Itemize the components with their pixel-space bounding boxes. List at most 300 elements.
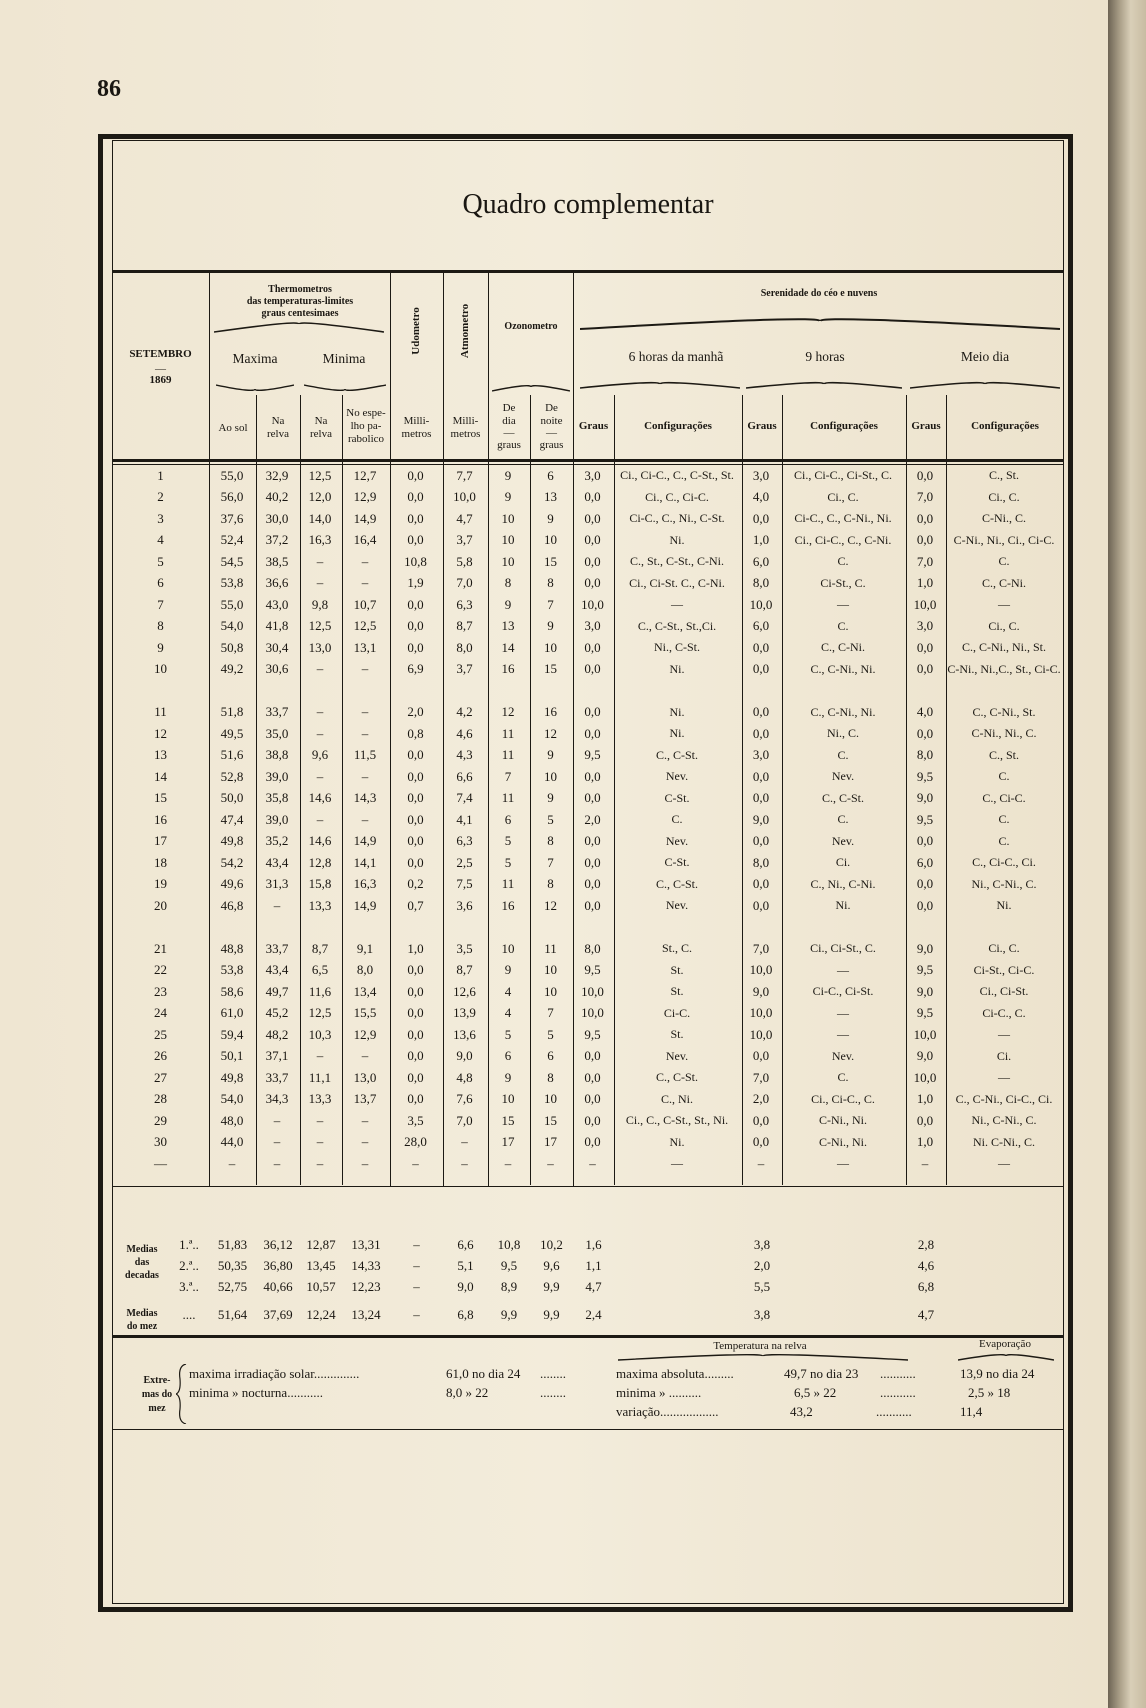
value-cell: 38,8 [265,747,289,763]
value-cell: 1,0 [407,940,424,956]
de-noite-1: De [545,402,558,414]
value-cell: 3,6 [456,897,473,913]
value-cell: 7 [504,768,512,784]
value-cell: 16,3 [308,532,332,548]
value-cell: 0,0 [752,661,770,677]
value-cell: — [671,597,683,612]
value-cell: Ci., C., C-St., St., Ni. [625,1113,729,1128]
ext-l2-b: 8,0 » 22 [446,1385,489,1400]
value-cell: Ci., C. [988,489,1020,504]
value-cell: — [998,1070,1010,1085]
value-cell: 5 [547,1026,554,1042]
ext-l3-c: ........... [876,1404,912,1419]
value-cell: 10 [501,510,515,526]
value-cell: 0,0 [752,790,770,806]
ozono-brace [492,383,570,393]
mean-value: 52,75 [217,1279,248,1294]
value-cell: – [316,575,324,591]
value-cell: 50,1 [220,1048,244,1064]
value-cell: 0,0 [752,510,770,526]
value-cell: 0,0 [584,897,601,913]
value-cell: 10 [544,983,557,999]
table-row [112,594,1063,616]
meio-dia-label: Meio dia [960,349,1010,364]
value-cell: Ni., C. [826,726,859,741]
table-row [112,960,1063,982]
value-cell: 8,0 [584,940,601,956]
value-cell: Nev. [831,833,855,848]
value-cell: – [316,1134,324,1150]
serenidade-brace [580,315,1060,331]
value-cell: 28,0 [404,1134,427,1150]
day-cell: 3 [157,510,164,526]
ext-l1-b: 61,0 no dia 24 [446,1366,521,1381]
de-noite-3: — [546,427,557,439]
mean-value: – [413,1258,420,1273]
mean-label: 3.ª.. [179,1279,199,1294]
value-cell: 0,0 [407,618,424,634]
value-cell: – [316,1155,324,1171]
value-cell: 0,0 [916,725,934,741]
value-cell: 13,3 [308,897,332,913]
value-cell: C. [837,1070,849,1085]
config-label-2: Configurações [810,420,878,432]
value-cell: 4,3 [456,747,473,763]
value-cell [905,680,945,702]
value-cell: 11,5 [353,747,377,763]
value-cell: 3,5 [407,1112,424,1128]
value-cell: 6,5 [311,962,329,978]
value-cell [389,917,442,939]
value-cell: 12,5 [308,1005,332,1021]
value-cell [299,680,341,702]
seis-brace [580,380,740,390]
means-top-rule [112,1186,1064,1187]
value-cell: 55,0 [220,596,244,612]
ext-l2-d: minima » .......... [616,1385,702,1400]
evap-brace [958,1352,1054,1362]
value-cell: 0,0 [584,489,601,505]
value-cell: 31,3 [265,876,289,892]
day-cell: 4 [157,532,164,548]
value-cell: 0,0 [752,897,770,913]
value-cell: 10,0 [913,1069,937,1085]
na-relva-min-2: relva [310,428,332,440]
value-cell: 0,0 [584,1112,601,1128]
day-cell: 16 [154,811,167,827]
value-cell: – [589,1155,596,1171]
value-cell: 10,0 [453,489,476,505]
value-cell: 44,0 [220,1134,244,1150]
value-cell: C. [998,812,1010,827]
value-cell: 1,0 [916,1134,934,1150]
thermo-title-1: Thermometros [268,284,332,295]
value-cell: 13 [544,489,557,505]
value-cell: 10,0 [581,983,604,999]
day-cell: 27 [154,1069,167,1085]
value-cell: 5,8 [456,553,473,569]
mean-value: 6,8 [917,1279,935,1294]
value-cell: 6 [504,811,512,827]
value-cell: C. [837,554,849,569]
value-cell: 0,0 [752,1048,770,1064]
value-cell: C., Ci-C. [982,790,1026,805]
value-cell: 52,4 [220,532,244,548]
value-cell: St., C. [661,941,692,956]
value-cell: 9,0 [916,983,934,999]
table-row [112,1132,1063,1154]
value-cell: 47,4 [220,811,244,827]
value-cell: – [361,575,369,591]
value-cell: — [837,1005,849,1020]
day-cell: 1 [157,467,164,483]
medias-decadas-2: das [134,1257,150,1268]
mean-value: 4,7 [585,1279,602,1294]
day-cell: 25 [154,1026,167,1042]
value-cell: 34,3 [265,1091,289,1107]
extremes-bottom-rule [112,1429,1064,1430]
value-cell: 10,0 [581,596,604,612]
value-cell: 0,0 [584,854,601,870]
day-cell: 9 [157,639,164,655]
day-cell: 20 [154,897,167,913]
value-cell: 49,2 [220,661,244,677]
data-table [112,465,1063,1175]
na-relva-min-1: Na [314,415,328,427]
value-cell: 0,0 [584,1091,601,1107]
value-cell: 7,0 [916,489,934,505]
value-cell: 10 [501,553,515,569]
mean-value: – [413,1307,420,1322]
ext-l1-e: 49,7 no dia 23 [784,1366,859,1381]
value-cell: Nev. [665,898,689,913]
value-cell: 15 [501,1112,515,1128]
temp-relva-brace [618,1352,908,1362]
value-cell [209,917,255,939]
ext-l1-d: maxima absoluta......... [616,1366,734,1381]
medias-decadas-3: decadas [125,1270,159,1281]
day-cell: 7 [157,596,164,612]
value-cell: – [921,1155,929,1171]
value-cell: 14,6 [308,833,332,849]
table-row [112,1153,1063,1175]
value-cell: 0,0 [407,1091,424,1107]
value-cell: 12,7 [353,467,377,483]
value-cell: 4,8 [456,1069,473,1085]
value-cell: 48,2 [265,1026,289,1042]
medias-decadas-1: Medias [126,1244,158,1255]
value-cell: 4,1 [456,811,473,827]
value-cell: 0,0 [584,876,601,892]
value-cell: 3,7 [456,661,473,677]
serenidade-label: Serenidade do céo e nuvens [760,288,878,299]
mean-value: 2,8 [917,1237,935,1252]
day-cell: 17 [154,833,167,849]
mean-value: 9,9 [543,1279,560,1294]
value-cell: 9,8 [311,596,329,612]
value-cell: 8,0 [752,854,770,870]
value-cell: 37,2 [265,532,289,548]
means-bottom-rule [112,1335,1064,1338]
value-cell: 0,0 [407,811,424,827]
value-cell: 10,0 [749,596,773,612]
value-cell: 8,0 [356,962,374,978]
value-cell: 11 [501,747,515,763]
table-row [112,809,1063,831]
value-cell: 49,5 [220,725,244,741]
espelho-1: No espe- [346,407,386,419]
value-cell: 14,3 [353,790,377,806]
table-row [112,465,1063,487]
value-cell: – [316,553,324,569]
value-cell: 8,7 [456,618,473,634]
mean-value: 51,83 [217,1237,248,1252]
value-cell: Ni. [996,898,1012,913]
page-number: 86 [97,76,121,102]
value-cell: 4,2 [456,704,473,720]
value-cell [389,680,442,702]
value-cell: 0,0 [916,661,934,677]
value-cell: 3,0 [752,467,770,483]
value-cell: 0,0 [407,596,424,612]
value-cell: 15 [544,1112,557,1128]
value-cell: C., C-Ni. [820,640,865,655]
value-cell: 10,8 [404,553,427,569]
value-cell: 16,3 [353,876,377,892]
value-cell: 59,4 [220,1026,244,1042]
value-cell: 9,1 [356,940,374,956]
value-cell: 3,0 [916,618,934,634]
value-cell: Nev. [665,769,689,784]
seis-horas-label: 6 horas da manhã [628,349,724,364]
mean-value: – [413,1237,420,1252]
value-cell: 49,8 [220,1069,244,1085]
value-cell: Ci., C. [827,489,859,504]
value-cell [781,680,905,702]
month-label: SETEMBRO [129,348,192,360]
value-cell: 3,5 [456,940,473,956]
value-cell: 10 [501,532,515,548]
value-cell: 12,5 [308,467,332,483]
value-cell: 14,9 [353,897,377,913]
value-cell: C-St. [664,790,690,805]
value-cell: 12,5 [353,618,377,634]
value-cell: 13,3 [308,1091,332,1107]
mean-value: 13,45 [306,1258,336,1273]
value-cell: 12,0 [308,489,332,505]
day-cell: 5 [157,553,164,569]
udometro-label: Udometro [410,307,422,355]
value-cell: 9 [504,1069,512,1085]
value-cell: 0,7 [407,897,424,913]
month-dash: — [155,363,166,375]
value-cell: 0,0 [407,833,424,849]
day-cell: 10 [154,661,167,677]
value-cell: 6 [547,467,554,483]
value-cell [487,917,529,939]
value-cell: 10,0 [749,962,773,978]
de-dia-1: De [502,402,516,414]
nove-brace [746,380,902,390]
value-cell: 0,0 [407,854,424,870]
value-cell [341,917,389,939]
value-cell: 6,3 [456,833,473,849]
value-cell: 3,7 [456,532,473,548]
value-cell [487,680,529,702]
value-cell: 6,0 [752,618,770,634]
day-cell: 21 [154,940,167,956]
value-cell: – [361,553,369,569]
value-cell: 0,0 [916,897,934,913]
ext-l3-a: variação.................. [616,1404,719,1419]
medias-mez-1: Medias [126,1308,158,1319]
value-cell: 10,7 [353,596,377,612]
value-cell: 0,2 [407,876,424,892]
value-cell: 43,4 [265,962,289,978]
value-cell: 10 [544,962,557,978]
mean-value: 3,8 [753,1307,771,1322]
value-cell: – [412,1155,419,1171]
day-cell: 8 [157,618,164,634]
mean-value: 5,5 [753,1279,771,1294]
table-row [112,1067,1063,1089]
value-cell: Ci., Ci-C., C. [811,1091,875,1106]
value-cell: 7 [547,596,554,612]
value-cell: St. [670,962,684,977]
value-cell: 0,0 [752,876,770,892]
value-cell: 13,1 [353,639,377,655]
mean-label: 2.ª.. [179,1258,199,1273]
value-cell: C. [837,812,849,827]
value-cell: 12,8 [308,854,332,870]
value-cell: 46,8 [220,897,244,913]
value-cell [781,917,905,939]
value-cell [613,917,741,939]
extremes-brace [176,1364,188,1424]
value-cell: 43,0 [265,596,289,612]
mean-value: 51,64 [217,1307,248,1322]
value-cell: 9,5 [584,962,601,978]
value-cell: 12,9 [353,489,377,505]
value-cell: Ci-C., Ci-St. [812,984,874,999]
value-cell: 0,0 [584,532,601,548]
value-cell: C., C-Ni., Ni. [810,704,876,719]
value-cell: 9,0 [752,983,770,999]
value-cell: 9,5 [584,1026,601,1042]
value-cell: Nev. [665,1048,689,1063]
value-cell: 5 [504,854,512,870]
table-row [112,874,1063,896]
value-cell [945,680,1063,702]
graus-label-2: Graus [747,420,777,432]
mean-value: 12,87 [306,1237,336,1252]
day-cell: 14 [154,768,167,784]
value-cell: – [757,1155,765,1171]
minima-label: Minima [322,351,366,366]
ext-l2-c: ........ [540,1385,566,1400]
ext-l2-f: ........... [880,1385,916,1400]
value-cell: 4,0 [916,704,934,720]
value-cell: 14,1 [353,854,377,870]
value-cell: 7,0 [752,1069,770,1085]
mean-value: 9,9 [500,1307,518,1322]
value-cell: — [998,1027,1010,1042]
value-cell: 13,4 [353,983,377,999]
value-cell: 9 [504,489,512,505]
value-cell: Ci. [996,1048,1012,1063]
value-cell: 0,0 [916,876,934,892]
table-row [112,551,1063,573]
value-cell: 35,8 [265,790,289,806]
minima-brace [304,383,386,393]
value-cell: 16 [501,897,515,913]
value-cell: C., St. [988,468,1019,483]
mean-value: 36,12 [263,1237,293,1252]
mean-value: 2,0 [753,1258,771,1273]
value-cell: – [361,661,369,677]
day-cell [112,680,209,702]
table-row [112,1089,1063,1111]
value-cell: C-St. [664,855,690,870]
value-cell: 0,0 [407,747,424,763]
mean-value: 1,1 [585,1258,602,1273]
value-cell: Ni. [835,898,851,913]
mean-value: 9,9 [543,1307,560,1322]
ext-l1-f: ........... [880,1366,916,1381]
mean-value: 6,8 [457,1307,474,1322]
table-row [112,487,1063,509]
value-cell: — [998,1156,1010,1171]
value-cell: 51,8 [220,704,244,720]
value-cell: 14,9 [353,510,377,526]
value-cell: 11 [501,790,515,806]
value-cell [255,917,299,939]
value-cell: 0,0 [584,704,601,720]
table-row [112,788,1063,810]
table-row [112,573,1063,595]
value-cell: Ni. [669,532,685,547]
day-cell: 2 [157,489,164,505]
value-cell [299,917,341,939]
value-cell: – [273,1155,281,1171]
value-cell [341,680,389,702]
value-cell: 2,0 [407,704,424,720]
mean-value: 36,80 [263,1258,293,1273]
ext-l1-a: maxima irradiação solar.............. [189,1366,360,1381]
ext-l3-b: 43,2 [790,1404,813,1419]
value-cell [613,680,741,702]
value-cell: 45,2 [265,1005,289,1021]
value-cell: 1,0 [916,575,934,591]
data-table-body [112,465,1063,1175]
value-cell [529,917,572,939]
value-cell: 5 [504,1026,512,1042]
value-cell: 0,0 [584,768,601,784]
day-cell: 29 [154,1112,167,1128]
value-cell: 8 [547,575,554,591]
value-cell: Ci., C. [988,618,1020,633]
value-cell [572,917,613,939]
value-cell: 0,0 [584,639,601,655]
value-cell: 11,6 [308,983,332,999]
value-cell: 0,0 [584,661,601,677]
day-cell: 6 [157,575,164,591]
value-cell: 9 [547,747,554,763]
value-cell: 6 [547,1048,554,1064]
mean-value: 12,24 [306,1307,336,1322]
table-row [112,745,1063,767]
value-cell: 0,0 [407,510,424,526]
